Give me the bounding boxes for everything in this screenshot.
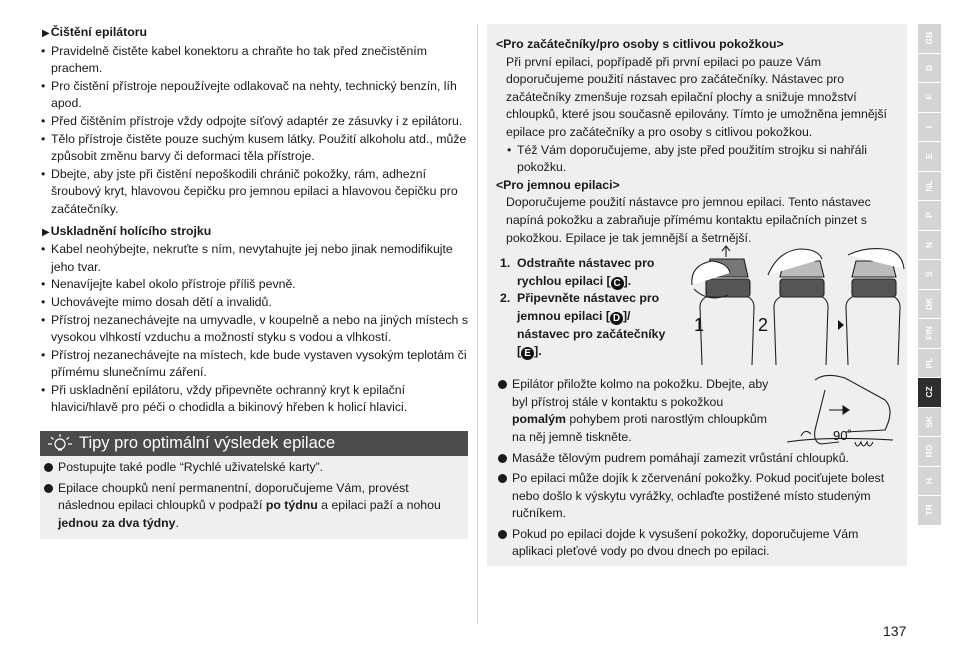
tips-title: Tipy pro optimální výsledek epilace [79,434,336,453]
language-tab-e[interactable] [918,142,941,171]
gentle-text: Doporučujeme použití nástavce pro jemnou epilaci. Tento nástavec napíná pokožku a zabraňuje přímému kontaktu epilačních pinzet s pokožkou. Epilace je tak jemnější a šetrnější. [506,195,871,245]
section-title: Uskladnění holícího strojku [50,223,212,238]
beginner-text: Při první epilaci, popřípadě při první epilaci po pauze Vám doporučujeme použití nástavec pro začátečníky. Nástavec pro začátečníky zmenšuje rozsah epilační plochy a snižuje množství chloupků, které jsou současně epilovány. Tímto je umožněna jemnější epilace pro začátečníky a pro osoby s citlivou pokožkou. [506,54,887,139]
perpendicular-application-illustration [785,370,895,462]
language-tab-label: DK [923,297,934,310]
attachment-change-illustration [688,245,908,367]
letter-e-icon: E [521,347,534,360]
tips-header [40,431,468,456]
steps-list [496,255,672,361]
bullet-dot [44,463,53,472]
sparkle-lightbulb-icon [45,433,75,455]
language-tab-label: TR [923,504,934,516]
language-tab-n[interactable] [918,231,941,260]
bullet-dot [498,530,507,539]
storage-list [40,241,468,417]
step-text: Odstraňte nástavec pro rychlou epilaci [ [517,256,655,288]
language-tab-label: RO [923,444,934,458]
language-tabs [918,24,941,526]
step-2-label: 2 [758,315,769,336]
beginner-heading: <Pro začátečníky/pro osoby s citlivou pokožkou> [496,37,784,51]
bullet-dot [498,474,507,483]
language-tab-label: N [923,241,934,248]
beginner-note: • Též Vám doporučujeme, aby jste před použitím strojku si nahřáli pokožku. [506,142,899,177]
page-number: 137 [883,623,907,639]
column-divider [477,24,478,624]
language-tab-label: D [923,64,934,71]
bullet-dot [44,484,53,493]
dryness-paragraph [496,526,899,561]
step-text: ]. [534,344,542,359]
gentle-heading: <Pro jemnou epilaci> [496,177,620,192]
triangle-arrow-icon: ▶ [42,226,50,238]
list-item: • Přístroj nezanechávejte na umyvadle, v koupelně a nebo na jiných místech s vysokou vlhkostí vzduchu a možností styku s vodou a vlhkostí. [40,312,468,347]
language-tab-label: P [923,212,934,219]
list-item: • Před čištěním přístroje vždy odpojte síťový adaptér ze zásuvky i z epilátoru. [40,113,468,131]
list-item: • Přístroj nezanechávejte na místech, kde bude vystaven vysokým teplotám či přímému slunečnímu záření. [40,347,468,382]
language-tab-label: F [923,94,934,100]
language-tab-label: GB [923,31,934,45]
triangle-arrow-icon: ▶ [42,28,50,39]
language-tab-fin[interactable] [918,319,941,348]
steps-block [496,255,899,373]
letter-d-icon: D [610,312,623,325]
left-column [40,24,468,539]
beginner-note-list [496,142,899,177]
step-text: ]. [623,273,632,288]
tip-text: . [175,515,179,530]
redness-text: Po epilaci může dojík k zčervenání pokožky. Pokud pociťujete bolest nebo došlo k výskytu vyrážky, ochlaďte postižené místo studeným ručníkem. [512,471,885,521]
language-tab-label: FIN [923,326,934,341]
bullet-dot [498,380,507,389]
cleaning-list [40,43,468,219]
tip-emphasis: jednou za dva týdny [58,515,176,530]
list-item: • Dbejte, aby jste při čistění nepoškodili chránič pokožky, rám, adhezní šroubový kryt, hlavovou čepičku pro jemnou epilaci a hlavovou čepičku pro začátečníky. [40,166,468,219]
application-emphasis: pomalým [512,412,566,427]
list-item: • Uchovávejte mimo dosah dětí a invalidů. [40,294,468,312]
language-tab-nl[interactable] [918,172,941,201]
list-item: • Tělo přístroje čistěte pouze suchým kusem látky. Použití alkoholu atd., může způsobit změnu barvy či deformaci těla přístroje. [40,131,468,166]
section-heading-cleaning [42,24,468,43]
language-tab-i[interactable] [918,113,941,142]
step-number: 2. [500,291,511,306]
letter-c-icon: C [611,277,624,290]
language-tab-label: E [923,153,934,160]
arrow-right-icon [838,320,844,330]
tip-text: Epilace choupků není permanentní, doporučujeme Vám, provést následnou epilaci chloupků v podpaží [58,480,409,513]
language-tab-h[interactable] [918,467,941,496]
language-tab-label: H [923,477,934,484]
step-2 [496,290,672,360]
language-tab-label: I [923,125,934,128]
list-item: • Kabel neohýbejte, nekruťte s ním, nevytahujte jej nebo jinak nemodifikujte jeho tvar. [40,241,468,276]
language-tab-label: SK [923,415,934,428]
bullet-dot [498,454,507,463]
application-paragraph [496,376,899,446]
right-column [487,24,907,566]
angle-label: 90˚ [833,428,852,444]
tip-paragraph [42,480,468,533]
language-tab-d[interactable] [918,54,941,83]
redness-paragraph [496,470,899,523]
tip-text: a epilaci paží a nohou [317,498,441,513]
tips-box [40,431,468,539]
tip-paragraph [42,459,468,477]
list-item: • Pro čistění přístroje nepoužívejte odlakovač na nehty, technický benzín, líh apod. [40,78,468,113]
step-text: ]/ nástavec pro začátečníky [ [517,308,666,359]
section-title: Čištění epilátoru [50,25,148,39]
powder-text: Masáže tělovým pudrem pomáhají zamezit vrůstání chloupků. [512,450,849,465]
tip-emphasis: po týdnu [265,498,318,513]
tip-text: Postupujte také podle “Rychlé uživatelské karty”. [58,460,324,475]
language-tab-tr[interactable] [918,496,941,525]
language-tab-ro[interactable] [918,437,941,466]
dryness-text: Pokud po epilaci dojde k vysušení pokožky, doporučujeme Vám aplikaci pleťové vody po dvou dnech po epilaci. [512,526,859,559]
language-tab-p[interactable] [918,201,941,230]
step-text: Připevněte nástavec pro jemnou epilaci [ [517,291,660,323]
section-heading-storage [42,223,468,242]
list-item: • Nenavíjejte kabel okolo přístroje příliš pevně. [40,276,468,294]
language-tab-sk[interactable] [918,408,941,437]
language-tab-cz[interactable] [918,378,941,407]
step-number: 1. [500,256,511,271]
language-tab-label: PL [923,357,934,369]
language-tab-dk[interactable] [918,290,941,319]
list-item: • Pravidelně čistěte kabel konektoru a chraňte ho tak před znečistěním prachem. [40,43,468,78]
language-tab-s[interactable] [918,260,941,289]
language-tab-gb[interactable] [918,24,941,53]
application-text: pohybem proti narostlým chloupkům na něj jemně tiskněte. [512,412,767,444]
step-1-label: 1 [694,315,705,336]
powder-paragraph [496,450,899,468]
list-item: • Při uskladnění epilátoru, vždy připevněte ochranný kryt k epilační hlavici/hlavě pro péči o chodidla a bikinový hřeben k holicí hlavici. [40,382,468,417]
step-1 [496,255,672,290]
language-tab-f[interactable] [918,83,941,112]
language-tab-label: NL [923,180,934,192]
language-tab-label: CZ [923,386,934,398]
language-tab-pl[interactable] [918,349,941,378]
application-text: Epilátor přiložte kolmo na pokožku. Dbejte, aby byl přístroj stále v kontaktu s pokožkou [512,377,769,409]
application-text-block [496,376,772,446]
language-tab-label: S [923,271,934,278]
